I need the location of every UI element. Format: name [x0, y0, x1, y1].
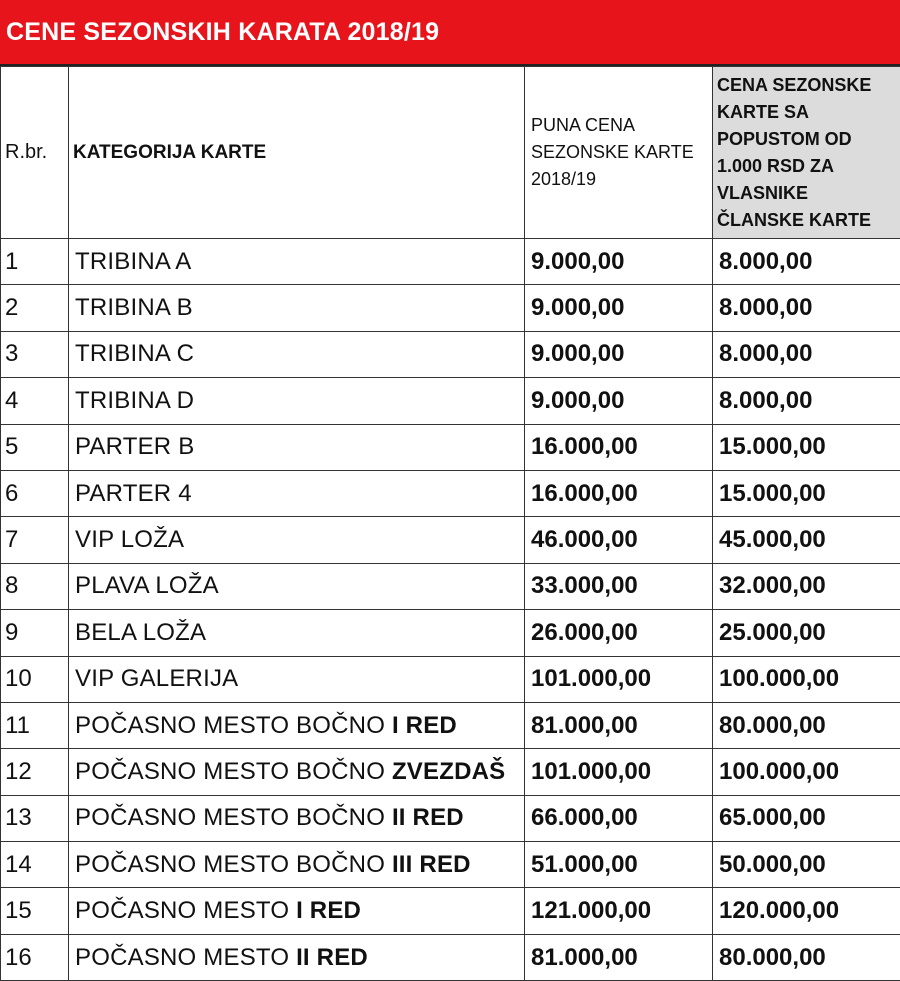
discount-price: 25.000,00 [713, 610, 900, 656]
category-name: PARTER 4 [75, 480, 192, 507]
table-row [1, 563, 900, 609]
category-name: PARTER B [75, 433, 194, 460]
category-name: POČASNO MESTO BOČNO [75, 851, 392, 878]
full-price: 101.000,00 [525, 656, 713, 702]
discount-price: 120.000,00 [713, 888, 900, 934]
row-category [69, 702, 525, 748]
table-row [1, 470, 900, 516]
row-number: 13 [1, 795, 69, 841]
table-row [1, 378, 900, 424]
row-category [69, 517, 525, 563]
row-category [69, 563, 525, 609]
category-name: POČASNO MESTO BOČNO [75, 758, 392, 785]
table-row [1, 702, 900, 748]
discount-price: 100.000,00 [713, 656, 900, 702]
full-price: 81.000,00 [525, 934, 713, 980]
category-name: TRIBINA A [75, 248, 192, 275]
discount-price: 100.000,00 [713, 749, 900, 795]
full-price: 81.000,00 [525, 702, 713, 748]
row-category [69, 888, 525, 934]
full-price: 33.000,00 [525, 563, 713, 609]
row-category [69, 795, 525, 841]
header-row [1, 67, 900, 239]
full-price: 16.000,00 [525, 424, 713, 470]
row-number: 7 [1, 517, 69, 563]
header-discount-price: CENA SEZONSKE KARTE SA POPUSTOM OD 1.000 RSD ZA VLASNIKE ČLANSKE KARTE [713, 67, 900, 239]
row-number: 5 [1, 424, 69, 470]
category-name: POČASNO MESTO BOČNO [75, 712, 392, 739]
row-number: 10 [1, 656, 69, 702]
table-row [1, 749, 900, 795]
discount-price: 15.000,00 [713, 424, 900, 470]
row-number: 3 [1, 331, 69, 377]
row-category [69, 424, 525, 470]
category-bold-suffix: I RED [392, 712, 457, 739]
category-bold-suffix: II RED [392, 804, 464, 831]
full-price: 16.000,00 [525, 470, 713, 516]
row-number: 9 [1, 610, 69, 656]
row-category [69, 610, 525, 656]
table-row [1, 610, 900, 656]
category-name: VIP LOŽA [75, 526, 184, 553]
table-row [1, 842, 900, 888]
row-category [69, 378, 525, 424]
discount-price: 8.000,00 [713, 331, 900, 377]
row-number: 2 [1, 285, 69, 331]
row-category [69, 285, 525, 331]
header-full-price: PUNA CENA SEZONSKE KARTE 2018/19 [525, 67, 713, 239]
table-row [1, 795, 900, 841]
table-row [1, 934, 900, 980]
row-category [69, 749, 525, 795]
category-name: PLAVA LOŽA [75, 572, 219, 599]
category-bold-suffix: ZVEZDAŠ [392, 758, 505, 785]
full-price: 9.000,00 [525, 239, 713, 285]
category-name: VIP GALERIJA [75, 665, 238, 692]
category-bold-suffix: II RED [296, 944, 368, 971]
full-price: 66.000,00 [525, 795, 713, 841]
discount-price: 8.000,00 [713, 378, 900, 424]
full-price: 26.000,00 [525, 610, 713, 656]
table-row [1, 656, 900, 702]
row-number: 6 [1, 470, 69, 516]
row-number: 15 [1, 888, 69, 934]
row-number: 12 [1, 749, 69, 795]
discount-price: 32.000,00 [713, 563, 900, 609]
row-number: 8 [1, 563, 69, 609]
row-category [69, 656, 525, 702]
category-bold-suffix: III RED [392, 851, 471, 878]
discount-price: 80.000,00 [713, 934, 900, 980]
page-title: CENE SEZONSKIH KARATA 2018/19 [0, 18, 439, 47]
row-category [69, 331, 525, 377]
discount-price: 8.000,00 [713, 239, 900, 285]
category-name: POČASNO MESTO BOČNO [75, 804, 392, 831]
row-number: 11 [1, 702, 69, 748]
table-row [1, 424, 900, 470]
full-price: 51.000,00 [525, 842, 713, 888]
category-name: POČASNO MESTO [75, 944, 296, 971]
header-category: KATEGORIJA KARTE [69, 67, 525, 239]
full-price: 9.000,00 [525, 285, 713, 331]
discount-price: 15.000,00 [713, 470, 900, 516]
full-price: 46.000,00 [525, 517, 713, 563]
row-category [69, 470, 525, 516]
row-number: 1 [1, 239, 69, 285]
category-name: TRIBINA C [75, 340, 194, 367]
row-category [69, 934, 525, 980]
row-number: 14 [1, 842, 69, 888]
category-name: TRIBINA B [75, 294, 193, 321]
table-row [1, 285, 900, 331]
row-category [69, 842, 525, 888]
discount-price: 80.000,00 [713, 702, 900, 748]
discount-price: 45.000,00 [713, 517, 900, 563]
discount-price: 8.000,00 [713, 285, 900, 331]
category-name: TRIBINA D [75, 387, 194, 414]
full-price: 121.000,00 [525, 888, 713, 934]
row-category [69, 239, 525, 285]
price-table [0, 66, 900, 981]
table-row [1, 888, 900, 934]
category-name: BELA LOŽA [75, 619, 206, 646]
category-bold-suffix: I RED [296, 897, 361, 924]
full-price: 101.000,00 [525, 749, 713, 795]
table-row [1, 331, 900, 377]
discount-price: 65.000,00 [713, 795, 900, 841]
table-row [1, 239, 900, 285]
full-price: 9.000,00 [525, 378, 713, 424]
full-price: 9.000,00 [525, 331, 713, 377]
header-rbr: R.br. [1, 67, 69, 239]
title-bar [0, 0, 900, 66]
row-number: 16 [1, 934, 69, 980]
discount-price: 50.000,00 [713, 842, 900, 888]
row-number: 4 [1, 378, 69, 424]
table-row [1, 517, 900, 563]
category-name: POČASNO MESTO [75, 897, 296, 924]
